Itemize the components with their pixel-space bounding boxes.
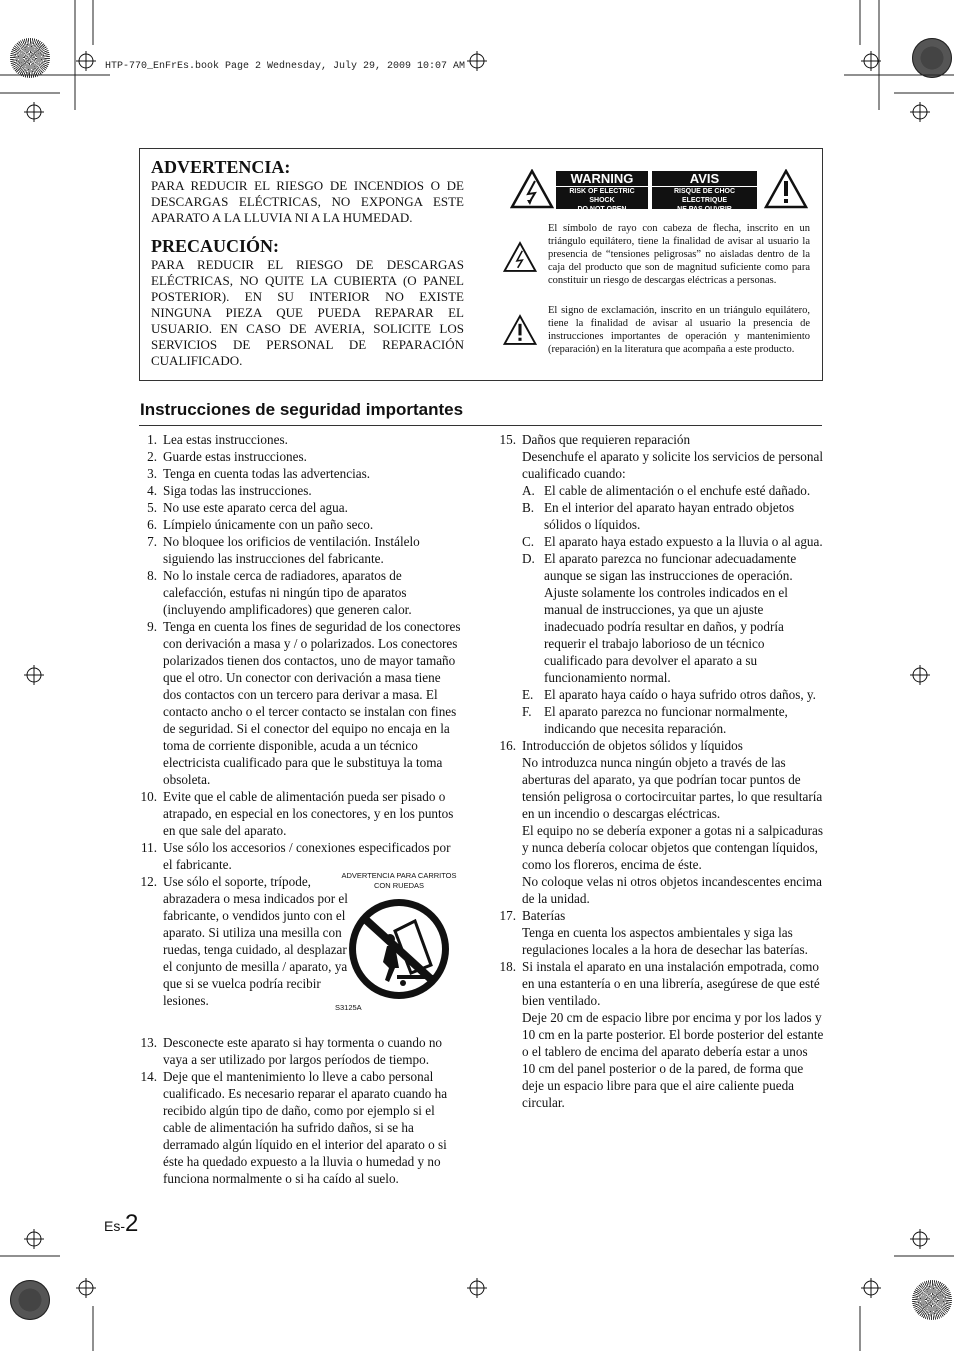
item-text: Siga todas las instrucciones. <box>163 483 312 498</box>
sub-item-letter: B. <box>522 500 535 515</box>
item-text: No lo instale cerca de radiadores, aparatos de calefacción, estufas ni ningún tipo de aparatos (incluyendo amplificadores) que generen calor. <box>163 568 412 617</box>
item-number: 15. <box>499 432 516 447</box>
list-item <box>139 431 461 448</box>
precaucion-text: PARA REDUCIR EL RIESGO DE DESCARGAS ELÉCTRICAS, NO QUITE LA CUBIERTA (O PANEL POSTERIOR). EN SU INTERIOR NO EXISTE NINGUNA PIEZA QUE PUEDA REPARAR EL USUARIO. EN CASO DE AVERIA, SOLICITE LOS SERVICIOS DE PERSONAL DE REPARACIÓN CUALIFICADO. <box>151 257 464 368</box>
list-item <box>139 618 461 788</box>
cart-code: S3125A <box>335 1003 362 1012</box>
avis-label-line2: NE PAS OUVRIR <box>677 206 732 213</box>
sub-item-letter: D. <box>522 551 535 566</box>
list-item <box>139 839 461 873</box>
item-text: Use sólo el soporte, trípode, abrazadera o mesa indicados por el fabricante, o vendidos junto con el aparato. Si utiliza una mesilla con ruedas, tenga cuidado, al desplazar el conjunto de mesilla / aparato, ya que si se vuelca podría recibir lesiones. <box>163 874 348 1008</box>
sub-item <box>522 499 824 533</box>
item-text: No bloquee los orificios de ventilación. Instálelo siguiendo las instrucciones del fabricante. <box>163 534 420 566</box>
item-number: 1. <box>147 432 157 447</box>
item-18 <box>498 958 824 1111</box>
item-15-subitems <box>522 482 824 737</box>
list-item <box>139 533 461 567</box>
list-item <box>139 567 461 618</box>
avis-label <box>652 171 757 213</box>
item-text: Evite que el cable de alimentación pueda ser pisado o atrapado, en especial en los conectores, y en los puntos en que sale del aparato. <box>163 789 454 838</box>
sub-item-letter: C. <box>522 534 535 549</box>
list-item <box>139 516 461 533</box>
advertencia-text: PARA REDUCIR EL RIESGO DE INCENDIOS O DE DESCARGAS ELÉCTRICAS, NO EXPONGA ESTE APARATO A LA LLUVIA NI A LA HUMEDAD. <box>151 178 464 225</box>
item-15 <box>498 431 824 737</box>
item-number: 4. <box>147 483 157 498</box>
list-item <box>139 788 461 839</box>
item-number: 3. <box>147 466 157 481</box>
item-text: Lea estas instrucciones. <box>163 432 288 447</box>
lightning-triangle-icon <box>510 169 554 209</box>
sub-item-text: El aparato haya estado expuesto a la lluvia o al agua. <box>544 534 823 549</box>
item-intro: Desenchufe el aparato y solicite los servicios de personal cualificado cuando: <box>522 449 824 481</box>
page-prefix: Es- <box>104 1218 125 1234</box>
page-number-value: 2 <box>125 1210 139 1237</box>
item-number: 7. <box>147 534 157 549</box>
item-number: 10. <box>140 789 157 804</box>
precaucion-title: PRECAUCIÓN: <box>151 236 279 256</box>
sub-item <box>522 533 824 550</box>
item-text: Guarde estas instrucciones. <box>163 449 307 464</box>
item-number: 17. <box>499 908 516 923</box>
list-item <box>139 482 461 499</box>
item-number: 11. <box>141 840 157 855</box>
lightning-symbol-text: El símbolo de rayo con cabeza de flecha, inscrito en un triángulo equilátero, tiene la finalidad de avisar al usuario la presencia de “tensiones peligrosas” no aisladas dentro de la caja del producto que son de magnitud suficiente como para constituir un riesgo de descargas eléctricas a personas. <box>548 223 810 286</box>
list-item <box>139 465 461 482</box>
item-number: 13. <box>140 1035 157 1050</box>
item-number: 6. <box>147 517 157 532</box>
item-number: 16. <box>499 738 516 753</box>
instruction-list-left <box>139 431 461 873</box>
item-text: Deje que el mantenimiento lo lleve a cabo personal cualificado. Es necesario reparar el aparato cuando ha recibido algún tipo de daño, como por ejemplo si el cable de alimentación ha sufrido daños, si se ha derramado algún líquido en el interior del aparato o si éste ha quedado expuesto a la lluvia o humedad y no funciona normalmente o si ha caído al suelo. <box>163 1069 448 1186</box>
exclamation-triangle-icon <box>764 169 808 209</box>
cart-tipover-icon <box>335 891 463 999</box>
item-paragraph: Tenga en cuenta los aspectos ambientales y siga las regulaciones locales a la hora de desechar las baterías. <box>522 925 808 957</box>
avis-label-title: AVIS <box>652 171 757 187</box>
item-text: Tenga en cuenta los fines de seguridad de los conectores con derivación a masa y / o polarizados. Los conectores polarizados tienen dos contactos, uno de mayor tamaño que el otro. Un conector con derivación a masa tiene dos contactos con un tercero para derivar a masa. El contacto ancho o el tercer contacto se instalan con fines de seguridad. Si el conector del equipo no encaja en la toma de corriente disponible, acuda a un técnico electricista cualificado para que le substituya la toma obsoleta. <box>163 619 461 787</box>
sub-item <box>522 482 824 499</box>
instruction-list-left-2 <box>139 1034 461 1187</box>
warning-label-line2: DO NOT OPEN <box>577 206 627 213</box>
avis-label-line1: RISQUE DE CHOC ELECTRIQUE <box>673 188 736 204</box>
item-title: Introducción de objetos sólidos y líquidos <box>522 738 743 753</box>
sub-item-text: El aparato haya caído o haya sufrido otros daños, y. <box>544 687 816 702</box>
warning-label-line1: RISK OF ELECTRIC SHOCK <box>569 188 635 204</box>
item-paragraph: El equipo no se debería exponer a gotas ni a salpicaduras y nunca debería colocar objetos que contengan líquidos, como los floreros, encima de éste. <box>522 823 824 872</box>
sub-item <box>522 703 824 737</box>
item-text: Tenga en cuenta todas las advertencias. <box>163 466 371 481</box>
sub-item-letter: A. <box>522 483 535 498</box>
section-divider <box>139 425 822 426</box>
item-paragraph: No coloque velas ni otros objetos incandescentes encima de la unidad. <box>522 874 822 906</box>
item-title: Si instala el aparato en una instalación empotrada, como en una estantería o en una librería, asegúrese de que esté bien ventilado. <box>522 959 820 1008</box>
sub-item-text: En el interior del aparato hayan entrado objetos sólidos o líquidos. <box>544 500 795 532</box>
list-item <box>139 448 461 465</box>
item-number: 9. <box>147 619 157 634</box>
item-title: Baterías <box>522 908 566 923</box>
item-17 <box>498 907 824 958</box>
left-column <box>139 431 461 1187</box>
item-text: Desconecte este aparato si hay tormenta o cuando no vaya a ser utilizado por largos períodos de tiempo. <box>163 1035 443 1067</box>
item-text: Use sólo los accesorios / conexiones especificados por el fabricante. <box>163 840 451 872</box>
exclamation-symbol-text: El signo de exclamación, inscrito en un triángulo equilátero, tiene la finalidad de avisar al usuario la presencia de instrucciones importantes de operación y mantenimiento (reparación) en la literatura que acompaña a este producto. <box>548 305 810 355</box>
item-text: No use este aparato cerca del agua. <box>163 500 348 515</box>
item-12 <box>139 873 461 1034</box>
sub-item-text: El cable de alimentación o el enchufe esté dañado. <box>544 483 811 498</box>
list-item <box>139 1068 461 1187</box>
item-number: 12. <box>140 874 157 889</box>
page-number <box>104 1210 138 1238</box>
item-number: 8. <box>147 568 157 583</box>
warning-box <box>139 148 823 381</box>
list-item <box>139 499 461 516</box>
item-number: 18. <box>499 959 516 974</box>
book-header-line: HTP-770_EnFrEs.book Page 2 Wednesday, July 29, 2009 10:07 AM <box>105 61 466 72</box>
sub-item-text: El aparato parezca no funcionar normalmente, indicando que necesita reparación. <box>544 704 788 736</box>
item-number: 5. <box>147 500 157 515</box>
sub-item-letter: F. <box>522 704 532 719</box>
list-item <box>139 1034 461 1068</box>
item-paragraph: No introduzca nunca ningún objeto a través de las aberturas del aparato, ya que podrían tocar puntos de tensión peligrosa o cortocircuitar partes, lo que resultaría en un incendio o descargas eléctricas. <box>522 755 823 821</box>
item-number: 14. <box>140 1069 157 1084</box>
item-16 <box>498 737 824 907</box>
instruction-list-right <box>498 431 824 1111</box>
sub-item-letter: E. <box>522 687 534 702</box>
section-title: Instrucciones de seguridad importantes <box>140 400 464 419</box>
exclamation-symbol-icon <box>503 314 537 346</box>
warning-label <box>556 171 648 213</box>
item-title: Daños que requieren reparación <box>522 432 691 447</box>
lightning-symbol-icon <box>503 241 537 273</box>
right-column <box>498 431 824 1111</box>
sub-item <box>522 550 824 686</box>
cart-caption: ADVERTENCIA PARA CARRITOS CON RUEDAS <box>341 871 457 890</box>
sub-item <box>522 686 824 703</box>
item-paragraph: Deje 20 cm de espacio libre por encima y por los lados y 10 cm en la parte posterior. El borde posterior del estante o el tablero de encima del aparato debería estar a unos 10 cm del panel posterior o de la pared, de forma que deje un espacio libre para que el aire caliente pueda circular. <box>522 1010 824 1110</box>
sub-item-text: El aparato parezca no funcionar adecuadamente aunque se sigan las instrucciones de operación. Ajuste solamente los controles indicados en el manual de instrucciones, ya que un ajuste inadecuado podría resultar en daños, y podría requerir el trabajo laborioso de un técnico cualificado para devolver el aparato a su funcionamiento normal. <box>544 551 797 685</box>
item-text: Límpielo únicamente con un paño seco. <box>163 517 374 532</box>
cart-warning-figure <box>335 871 463 1016</box>
item-number: 2. <box>147 449 157 464</box>
advertencia-title: ADVERTENCIA: <box>151 157 291 177</box>
warning-label-title: WARNING <box>556 171 648 187</box>
